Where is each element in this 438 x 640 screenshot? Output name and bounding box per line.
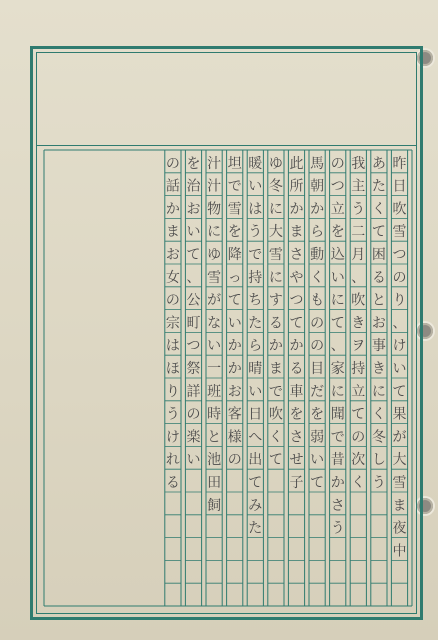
manuscript-glyph: い xyxy=(310,452,325,469)
manuscript-glyph: 祭 xyxy=(186,360,201,377)
manuscript-glyph: 降 xyxy=(227,246,242,263)
manuscript-glyph: 、 xyxy=(351,269,366,286)
manuscript-glyph: で xyxy=(268,383,283,400)
manuscript-glyph: 話 xyxy=(165,178,180,195)
manuscript-glyph: に xyxy=(371,383,386,400)
manuscript-glyph: い xyxy=(392,360,407,377)
manuscript-glyph: 立 xyxy=(330,201,345,218)
manuscript-glyph: は xyxy=(248,201,263,218)
manuscript-glyph: を xyxy=(310,406,325,423)
manuscript-glyph: は xyxy=(165,338,180,355)
manuscript-glyph: い xyxy=(227,315,242,332)
manuscript-glyph: く xyxy=(371,406,386,423)
manuscript-glyph: 持 xyxy=(248,269,263,286)
manuscript-glyph: 目 xyxy=(310,360,325,377)
manuscript-glyph: く xyxy=(351,474,366,491)
manuscript-glyph: の xyxy=(310,315,325,332)
manuscript-glyph: く xyxy=(310,269,325,286)
manuscript-glyph: と xyxy=(207,429,222,446)
manuscript-glyph: ま xyxy=(392,497,407,514)
manuscript-glyph: ま xyxy=(289,224,304,241)
manuscript-glyph: 、 xyxy=(330,338,345,355)
manuscript-glyph: 込 xyxy=(330,246,345,263)
manuscript-glyph: 中 xyxy=(392,543,407,560)
manuscript-glyph: 二 xyxy=(351,224,366,241)
manuscript-glyph: い xyxy=(207,338,222,355)
manuscript-glyph: 坦 xyxy=(227,155,242,172)
manuscript-glyph: 車 xyxy=(289,383,304,400)
manuscript-glyph: の xyxy=(310,338,325,355)
manuscript-glyph: へ xyxy=(248,429,263,446)
manuscript-glyph: か xyxy=(289,201,304,218)
manuscript-glyph: の xyxy=(351,429,366,446)
manuscript-glyph: 聞 xyxy=(330,406,345,423)
manuscript-glyph: か xyxy=(330,474,345,491)
manuscript-glyph: た xyxy=(371,178,386,195)
manuscript-glyph: の xyxy=(186,406,201,423)
manuscript-glyph: も xyxy=(310,292,325,309)
manuscript-glyph: お xyxy=(165,246,180,263)
manuscript-glyph: く xyxy=(268,429,283,446)
manuscript-glyph: 家 xyxy=(330,360,345,377)
manuscript-glyph: 雪 xyxy=(227,201,242,218)
manuscript-glyph: つ xyxy=(330,178,345,195)
manuscript-glyph: る xyxy=(268,315,283,332)
manuscript-glyph: 雪 xyxy=(207,269,222,286)
manuscript-glyph: る xyxy=(289,360,304,377)
manuscript-glyph: み xyxy=(248,497,263,514)
manuscript-glyph: 治 xyxy=(186,178,201,195)
manuscript-glyph: 町 xyxy=(186,315,201,332)
manuscript-glyph: の xyxy=(330,155,345,172)
manuscript-glyph: て xyxy=(268,452,283,469)
manuscript-glyph: う xyxy=(248,224,263,241)
manuscript-glyph: に xyxy=(330,292,345,309)
manuscript-glyph: っ xyxy=(227,269,242,286)
manuscript-glyph: つ xyxy=(289,292,304,309)
manuscript-glyph: だ xyxy=(310,383,325,400)
manuscript-glyph: 我 xyxy=(351,155,366,172)
manuscript-glyph: い xyxy=(186,452,201,469)
manuscript-glyph: 朝 xyxy=(310,178,325,195)
manuscript-glyph: さ xyxy=(289,246,304,263)
manuscript-glyph: 困 xyxy=(371,246,386,263)
manuscript-glyph: す xyxy=(268,292,283,309)
manuscript-glyph: う xyxy=(351,201,366,218)
manuscript-glyph: 吹 xyxy=(268,406,283,423)
manuscript-glyph: 暖 xyxy=(248,155,263,172)
manuscript-glyph: き xyxy=(351,315,366,332)
manuscript-glyph: お xyxy=(186,201,201,218)
manuscript-glyph: 果 xyxy=(392,406,407,423)
manuscript-glyph: 時 xyxy=(207,406,222,423)
manuscript-glyph: 此 xyxy=(289,155,304,172)
manuscript-glyph: か xyxy=(227,360,242,377)
manuscript-glyph: 日 xyxy=(392,178,407,195)
manuscript-glyph: を xyxy=(186,155,201,172)
manuscript-glyph: て xyxy=(371,224,386,241)
manuscript-glyph: 所 xyxy=(289,178,304,195)
manuscript-glyph: で xyxy=(227,178,242,195)
manuscript-glyph: け xyxy=(392,338,407,355)
manuscript-glyph: か xyxy=(165,201,180,218)
manuscript-glyph: て xyxy=(186,246,201,263)
manuscript-glyph: に xyxy=(268,201,283,218)
manuscript-glyph: ら xyxy=(310,224,325,241)
manuscript-glyph: て xyxy=(248,474,263,491)
manuscript-glyph: 事 xyxy=(371,338,386,355)
manuscript-glyph: さ xyxy=(289,429,304,446)
manuscript-glyph: て xyxy=(351,406,366,423)
manuscript-glyph: 昨 xyxy=(392,155,407,172)
manuscript-glyph: う xyxy=(371,474,386,491)
manuscript-glyph: た xyxy=(248,520,263,537)
manuscript-glyph: 女 xyxy=(165,269,180,286)
manuscript-glyph: で xyxy=(248,246,263,263)
manuscript-glyph: 弱 xyxy=(310,429,325,446)
manuscript-glyph: く xyxy=(371,201,386,218)
manuscript-glyph: 汁 xyxy=(207,178,222,195)
manuscript-glyph: つ xyxy=(186,338,201,355)
manuscript-glyph: い xyxy=(186,224,201,241)
manuscript-glyph: 池 xyxy=(207,452,222,469)
manuscript-glyph: 大 xyxy=(268,224,283,241)
manuscript-glyph: 動 xyxy=(310,246,325,263)
manuscript-glyph: 月 xyxy=(351,246,366,263)
manuscript-glyph: に xyxy=(268,269,283,286)
manuscript-glyph: い xyxy=(330,269,345,286)
manuscript-glyph: が xyxy=(207,292,222,309)
manuscript-glyph: 楽 xyxy=(186,429,201,446)
manuscript-glyph: き xyxy=(371,360,386,377)
manuscript-glyph: 汁 xyxy=(207,155,222,172)
manuscript-glyph: あ xyxy=(371,155,386,172)
manuscript-glyph: ヲ xyxy=(351,338,366,355)
manuscript-glyph: ほ xyxy=(165,360,180,377)
manuscript-glyph: の xyxy=(165,292,180,309)
manuscript-glyph: 冬 xyxy=(371,429,386,446)
manuscript-glyph: う xyxy=(330,520,345,537)
manuscript-glyph: 、 xyxy=(392,315,407,332)
manuscript-glyph: り xyxy=(165,383,180,400)
manuscript-glyph: れ xyxy=(165,452,180,469)
manuscript-glyph: 子 xyxy=(289,474,304,491)
manuscript-glyph: い xyxy=(248,178,263,195)
manuscript-glyph: る xyxy=(165,474,180,491)
manuscript-glyph: の xyxy=(165,155,180,172)
manuscript-glyph: て xyxy=(289,315,304,332)
manuscript-glyph: 田 xyxy=(207,474,222,491)
manuscript-glyph: か xyxy=(268,338,283,355)
manuscript-glyph: に xyxy=(330,383,345,400)
manuscript-glyph: 日 xyxy=(248,406,263,423)
manuscript-glyph: た xyxy=(248,315,263,332)
manuscript-glyph: 雪 xyxy=(268,246,283,263)
manuscript-glyph: け xyxy=(165,429,180,446)
manuscript-glyph: つ xyxy=(392,246,407,263)
manuscript-glyph: し xyxy=(371,452,386,469)
manuscript-glyph: な xyxy=(207,315,222,332)
manuscript-glyph: の xyxy=(392,269,407,286)
manuscript-glyph: 持 xyxy=(351,360,366,377)
manuscript-glyph: か xyxy=(289,338,304,355)
manuscript-glyph: を xyxy=(227,224,242,241)
manuscript-glyph: 吹 xyxy=(351,292,366,309)
manuscript-glyph: 出 xyxy=(248,452,263,469)
manuscript-glyph: お xyxy=(227,383,242,400)
manuscript-glyph: ま xyxy=(268,360,283,377)
manuscript-glyph: を xyxy=(289,406,304,423)
manuscript-glyph: り xyxy=(392,292,407,309)
manuscript-glyph: 公 xyxy=(186,292,201,309)
manuscript-glyph: 雪 xyxy=(392,474,407,491)
manuscript-glyph: ち xyxy=(248,292,263,309)
manuscript-glyph: 冬 xyxy=(268,178,283,195)
manuscript-glyph: 大 xyxy=(392,452,407,469)
manuscript-glyph: せ xyxy=(289,452,304,469)
manuscript-glyph: と xyxy=(371,292,386,309)
manuscript-glyph: 馬 xyxy=(310,155,325,172)
manuscript-glyph: 雪 xyxy=(392,224,407,241)
manuscript-glyph: 班 xyxy=(207,383,222,400)
manuscript-glyph: 立 xyxy=(351,383,366,400)
manuscript-glyph: て xyxy=(310,474,325,491)
manuscript-glyph: 晴 xyxy=(248,360,263,377)
manuscript-glyph: 様 xyxy=(227,429,242,446)
manuscript-glyph: ま xyxy=(165,224,180,241)
manuscript-glyph: う xyxy=(165,406,180,423)
manuscript-glyph: 昔 xyxy=(330,452,345,469)
manuscript-glyph: ゆ xyxy=(207,246,222,263)
manuscript-glyph: に xyxy=(207,224,222,241)
manuscript-glyph: 詳 xyxy=(186,383,201,400)
manuscript-glyph: を xyxy=(330,224,345,241)
manuscript-glyph: て xyxy=(227,292,242,309)
manuscript-glyph: ゆ xyxy=(268,155,283,172)
manuscript-glyph: の xyxy=(227,452,242,469)
manuscript-glyph: 飼 xyxy=(207,497,222,514)
manuscript-glyph: い xyxy=(248,383,263,400)
manuscript-glyph: 客 xyxy=(227,406,242,423)
manuscript-glyph: 、 xyxy=(186,269,201,286)
manuscript-glyph: る xyxy=(371,269,386,286)
manuscript-glyph: 一 xyxy=(207,360,222,377)
manuscript-glyph: 主 xyxy=(351,178,366,195)
manuscript-glyph: 次 xyxy=(351,452,366,469)
manuscript-glyph: か xyxy=(227,338,242,355)
manuscript-glyph: 夜 xyxy=(392,520,407,537)
manuscript-glyph: か xyxy=(310,201,325,218)
manuscript-glyph: て xyxy=(330,315,345,332)
manuscript-glyph: や xyxy=(289,269,304,286)
manuscript-glyph: て xyxy=(392,383,407,400)
manuscript-glyph: 吹 xyxy=(392,201,407,218)
manuscript-glyph: 物 xyxy=(207,201,222,218)
manuscript-glyph: ら xyxy=(248,338,263,355)
manuscript-glyph: が xyxy=(392,429,407,446)
manuscript-glyph: 宗 xyxy=(165,315,180,332)
manuscript-glyph: お xyxy=(371,315,386,332)
manuscript-glyph: さ xyxy=(330,497,345,514)
manuscript-glyph: で xyxy=(330,429,345,446)
